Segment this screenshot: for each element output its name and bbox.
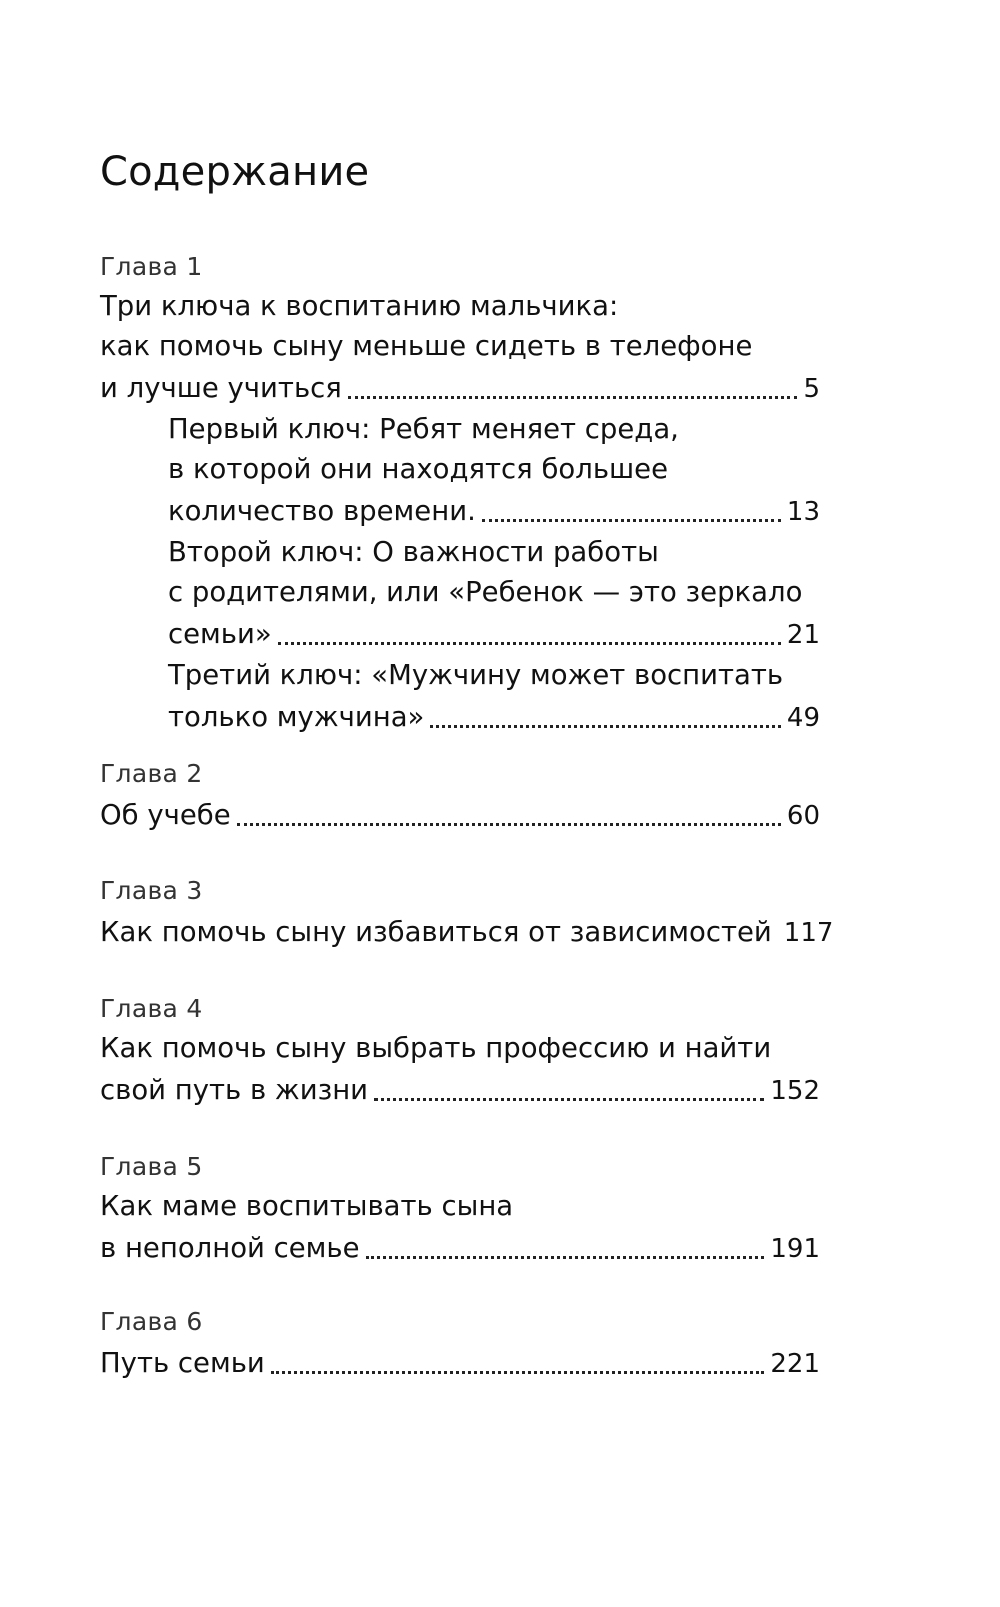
chapter-1: [100, 248, 820, 738]
page-number: 60: [786, 801, 820, 831]
chapter-title-line: в неполной семье: [100, 1232, 360, 1264]
chapter-label: Глава 4: [100, 994, 203, 1023]
chapter-3: [100, 872, 834, 953]
chapter-label: Глава 2: [100, 759, 203, 788]
subsection-1: [168, 409, 820, 532]
chapter-title-line: свой путь в жизни: [100, 1074, 369, 1106]
toc-entry-chapter-2[interactable]: [100, 793, 820, 836]
chapter-5: [100, 1148, 820, 1269]
chapter-4: [100, 990, 820, 1111]
chapter-title-line: Об учебе: [100, 799, 231, 831]
subsection-title-line: только мужчина»: [168, 701, 425, 733]
page-title: Содержание: [100, 149, 370, 195]
page-number: 191: [770, 1234, 820, 1264]
chapter-title-line: как помочь сыну меньше сидеть в телефоне: [100, 330, 753, 362]
chapter-title-line: Как маме воспитывать сына: [100, 1190, 514, 1222]
chapter-label: Глава 6: [100, 1307, 203, 1336]
chapter-2: [100, 755, 820, 836]
subsection-title-line: Второй ключ: О важности работы: [168, 536, 659, 568]
leader-dots: [278, 614, 781, 645]
chapter-title-line: Три ключа к воспитанию мальчика:: [100, 290, 619, 322]
page-number: 5: [803, 374, 820, 404]
toc-entry-subsection-3[interactable]: [168, 695, 820, 738]
page-number: 221: [770, 1349, 820, 1379]
page-number: 152: [770, 1076, 820, 1106]
toc-entry-subsection-2[interactable]: [168, 612, 820, 655]
subsection-title-line: Третий ключ: «Мужчину может воспитать: [168, 659, 784, 691]
chapter-label: Глава 3: [100, 876, 203, 905]
toc-entry-subsection-1[interactable]: [168, 489, 820, 532]
toc-entry-chapter-6[interactable]: [100, 1341, 820, 1384]
leader-dots: [374, 1070, 764, 1101]
leader-dots: [430, 697, 781, 728]
toc-entry-chapter-4[interactable]: [100, 1068, 820, 1111]
leader-dots: [366, 1228, 765, 1259]
leader-dots: [271, 1343, 765, 1374]
subsection-title-line: семьи»: [168, 618, 272, 650]
page-number: 49: [786, 703, 820, 733]
subsection-title-line: в которой они находятся большее: [168, 453, 669, 485]
subsection-2: [168, 532, 820, 655]
page-number: 13: [786, 497, 820, 527]
chapter-title-line: Путь семьи: [100, 1347, 265, 1379]
leader-dots: [348, 368, 798, 399]
chapter-label: Глава 1: [100, 252, 203, 281]
subsection-title-line: Первый ключ: Ребят меняет среда,: [168, 413, 679, 445]
leader-dots: [482, 491, 781, 522]
subsection-title-line: количество времени.: [168, 495, 476, 527]
toc-entry-chapter-3[interactable]: [100, 910, 834, 953]
chapter-title-line: и лучше учиться: [100, 372, 342, 404]
page-number: 117: [783, 918, 834, 948]
subsection-3: [168, 655, 820, 738]
toc-entry-chapter-1[interactable]: [100, 366, 820, 409]
chapter-title-line: Как помочь сыну выбрать профессию и найти: [100, 1032, 772, 1064]
leader-dots: [237, 795, 781, 826]
chapter-label: Глава 5: [100, 1152, 203, 1181]
chapter-6: [100, 1303, 820, 1384]
chapter-title-line: Как помочь сыну избавиться от зависимостей: [100, 916, 772, 948]
toc-entry-chapter-5[interactable]: [100, 1226, 820, 1269]
page-number: 21: [786, 620, 820, 650]
subsection-title-line: с родителями, или «Ребенок — это зеркало: [168, 576, 803, 608]
